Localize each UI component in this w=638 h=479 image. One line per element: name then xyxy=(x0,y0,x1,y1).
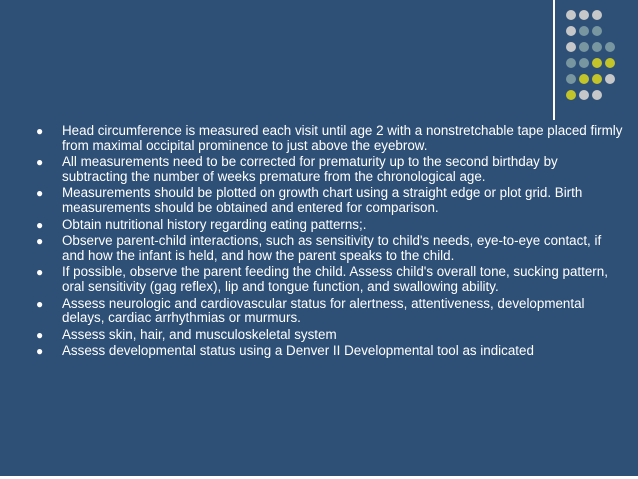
bullet-text: Assess developmental status using a Denver II Developmental tool as indicated xyxy=(62,343,534,359)
decoration-dot xyxy=(566,10,576,20)
decoration-dot xyxy=(579,90,589,100)
decoration-dot xyxy=(605,42,615,52)
bullet-text: Obtain nutritional history regarding eating patterns;. xyxy=(62,216,367,232)
decoration-dot xyxy=(579,42,589,52)
decoration-dot xyxy=(592,58,602,68)
dot-grid-decoration xyxy=(566,10,638,106)
decoration-dot xyxy=(592,74,602,84)
bullet-text: Observe parent-child interactions, such as sensitivity to child's needs, eye-to-eye contact, if and how the infant is held, and how the parent speaks to the child. xyxy=(62,233,602,263)
bullet-item xyxy=(36,218,626,233)
decoration-dot xyxy=(566,42,576,52)
bullet-text: If possible, observe the parent feeding the child. Assess child's overall tone, sucking pattern, oral sensitivity (gag reflex), lip and tongue function, and swallowing ability. xyxy=(62,264,608,294)
bullet-text: Assess skin, hair, and musculoskeletal system xyxy=(62,326,337,342)
bullet-item xyxy=(36,344,626,359)
bullet-item xyxy=(36,155,626,184)
bullet-dot-icon: ● xyxy=(36,265,44,280)
decoration-dot xyxy=(592,10,602,20)
bullet-dot-icon: ● xyxy=(36,344,44,359)
bullet-text: Measurements should be plotted on growth chart using a straight edge or plot grid. Birth measurements should be obtained and entered for comparison. xyxy=(62,185,583,215)
decoration-dot xyxy=(592,42,602,52)
decoration-dot xyxy=(566,90,576,100)
divider-line xyxy=(553,0,555,120)
decoration-dot xyxy=(605,74,615,84)
decoration-dot xyxy=(579,10,589,20)
bullet-item xyxy=(36,186,626,215)
decoration-dot xyxy=(605,58,615,68)
bullet-dot-icon: ● xyxy=(36,124,44,138)
bullet-text: All measurements need to be corrected for prematurity up to the second birthday by subtracting the number of weeks premature from the chronological age. xyxy=(62,154,558,184)
bullet-dot-icon: ● xyxy=(36,234,44,249)
bullet-text: Assess neurologic and cardiovascular status for alertness, attentiveness, developmental delays, cardiac arrhythmias or murmurs. xyxy=(62,295,585,326)
decoration-dot xyxy=(592,90,602,100)
decoration-dot xyxy=(579,74,589,84)
bullet-item xyxy=(36,234,626,263)
decoration-dot xyxy=(579,26,589,36)
bullet-item xyxy=(36,297,626,326)
bullet-dot-icon: ● xyxy=(36,155,44,170)
decoration-dot xyxy=(579,58,589,68)
decoration-dot xyxy=(592,26,602,36)
decoration-dot xyxy=(566,58,576,68)
bullet-list xyxy=(36,124,626,361)
decoration-dot xyxy=(566,74,576,84)
bullet-dot-icon: ● xyxy=(36,217,44,232)
bullet-text: Head circumference is measured each visit until age 2 with a nonstretchable tape placed firmly from maximal occipital prominence to just above the eyebrow. xyxy=(62,123,623,153)
bullet-item xyxy=(36,328,626,343)
bullet-item xyxy=(36,265,626,294)
decoration-dot xyxy=(566,26,576,36)
bullet-dot-icon: ● xyxy=(36,186,44,201)
bullet-dot-icon: ● xyxy=(36,296,44,311)
bullet-item xyxy=(36,124,626,153)
bullet-dot-icon: ● xyxy=(36,327,44,342)
